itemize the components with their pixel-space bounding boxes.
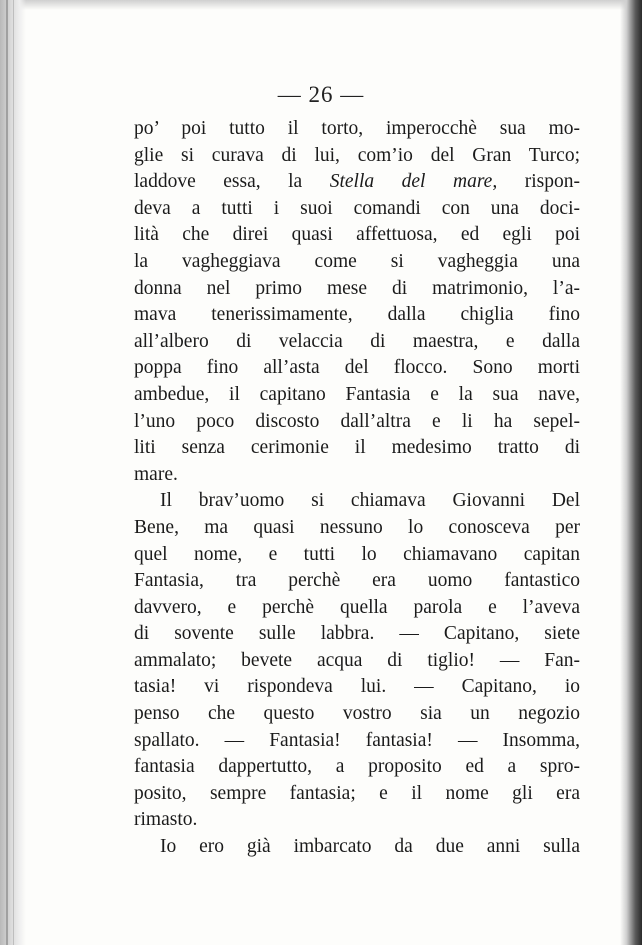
text-line: poppa fino all’asta del flocco. Sono morti [134, 357, 580, 379]
ship-name: Stella del mare, [329, 171, 498, 193]
binding-line [6, 0, 8, 945]
binding-line-inner [13, 0, 14, 945]
text-line: mava tenerissimamente, dalla chiglia fino [134, 304, 580, 326]
text-line: mare. [134, 463, 178, 485]
text-line [134, 169, 580, 196]
text-line: deva a tutti i suoi comandi con una doci- [134, 197, 580, 219]
text-line: all’albero di velaccia di maestra, e dalla [134, 330, 580, 352]
text-line: di sovente sulle labbra. — Capitano, siete [134, 623, 580, 645]
text-line: Bene, ma quasi nessuno lo conosceva per [134, 516, 580, 538]
text-line: rimasto. [134, 809, 198, 831]
text-line: Fantasia, tra perchè era uomo fantastico [134, 570, 580, 592]
text-line: tasia! vi rispondeva lui. — Capitano, io [134, 676, 580, 698]
text-line: po’ poi tutto il torto, imperocchè sua mo- [134, 118, 580, 139]
page-number: — 26 — [277, 82, 365, 107]
text-line: Io ero già imbarcato da due anni sulla [160, 836, 580, 858]
text-line: liti senza cerimonie il medesimo tratto di [134, 437, 580, 459]
text-line: donna nel primo mese di matrimonio, l’a- [134, 277, 580, 299]
page-top-shadow [0, 0, 642, 10]
text-line: spallato. — Fantasia! fantasia! — Insomma, [134, 729, 580, 751]
page-right-edge [620, 0, 642, 945]
text-line: quel nome, e tutti lo chiamavano capitan [134, 543, 580, 565]
text-segment: rispon- [497, 171, 580, 193]
text-line: penso che questo vostro sia un negozio [134, 703, 580, 725]
text-line: posito, sempre fantasia; e il nome gli era [134, 782, 580, 804]
text-line: ambedue, il capitano Fantasia e la sua nave, [134, 383, 580, 405]
text-line: fantasia dappertutto, a proposito ed a spro- [134, 756, 580, 778]
text-line: lità che direi quasi affettuosa, ed egli poi [134, 224, 580, 246]
text-line: davvero, e perchè quella parola e l’aveva [134, 596, 580, 618]
text-line: ammalato; bevete acqua di tiglio! — Fan- [134, 649, 580, 671]
text-segment: laddove essa, la [134, 171, 330, 193]
text-line: l’uno poco discosto dall’altra e li ha sepel- [134, 410, 580, 432]
text-line: Il brav’uomo si chiamava Giovanni Del [160, 490, 580, 512]
text-line: glie si curava di lui, com’io del Gran Turco; [134, 144, 580, 166]
text-line: la vagheggiava come si vagheggia una [134, 250, 580, 272]
body-text [134, 116, 580, 861]
